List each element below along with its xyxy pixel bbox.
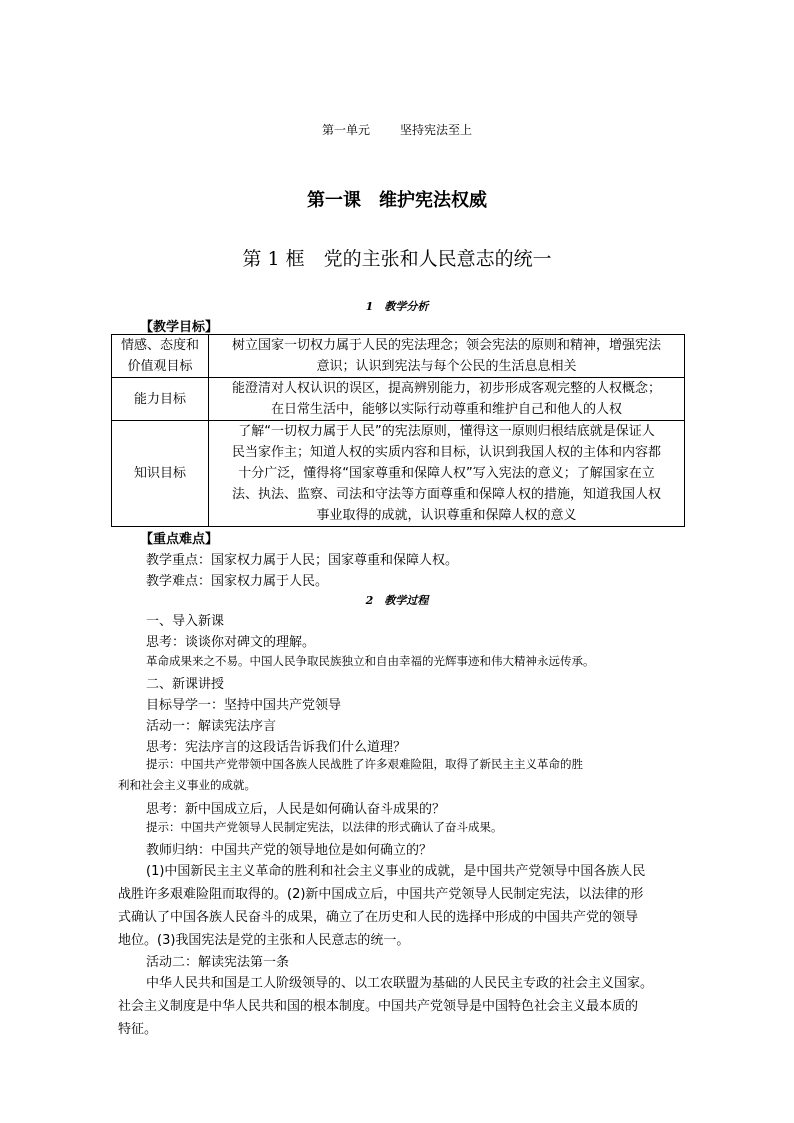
process-question: 思考：宪法序言的这段话告诉我们什么道理？ [146, 740, 407, 755]
table-row [112, 378, 685, 421]
process-answer: 革命成果来之不易。中国人民争取民族独立和自由幸福的光辉事迹和伟大精神永远传承。 [146, 654, 595, 668]
goal-text-attitude: 树立国家一切权力属于人民的宪法理念；领会宪法的原则和精神，增强宪法 意识；认识到宪法与每个公民的生活息息相关 [209, 335, 685, 378]
process-paragraph: 特征。 [118, 1022, 158, 1037]
lesson-title: 第一课 维护宪法权威 [307, 190, 487, 211]
key-point: 教学重点：国家权力属于人民；国家尊重和保障人权。 [146, 553, 459, 568]
table-row [112, 335, 685, 378]
goal-label-ability: 能力目标 [112, 378, 209, 421]
section-teaching-process: 2 教学过程 [365, 594, 429, 607]
process-paragraph: 式确认了中国各族人民奋斗的成果，确立了在历史和人民的选择中形成的中国共产党的领导 [118, 910, 639, 925]
section-teaching-analysis: 1 教学分析 [365, 300, 429, 313]
process-hint-cont: 利和社会主义事业的成就。 [118, 778, 256, 792]
process-paragraph: 地位。(3)我国宪法是党的主张和人民意志的统一。 [118, 933, 410, 948]
process-paragraph: 战胜许多艰难险阻而取得的。(2)新中国成立后，中国共产党领导人民制定宪法，以法律的形 [118, 887, 644, 902]
process-hint: 提示：中国共产党领导人民制定宪法，以法律的形式确认了奋斗成果。 [146, 820, 503, 834]
unit-title: 坚持宪法至上 [400, 123, 473, 137]
process-activity: 活动二：解读宪法第一条 [146, 955, 290, 970]
goals-table [111, 334, 685, 527]
process-paragraph: 社会主义制度是中华人民共和国的根本制度。中国共产党领导是中国特色社会主义最本质的 [118, 999, 639, 1014]
unit-header [0, 121, 794, 138]
process-question: 思考：新中国成立后，人民是如何确认奋斗成果的？ [146, 802, 446, 817]
process-goal: 目标导学一：坚持中国共产党领导 [146, 698, 342, 713]
goal-text-ability: 能澄清对人权认识的误区，提高辨别能力，初步形成客观完整的人权概念； 在日常生活中，能够以实际行动尊重和维护自己和他人的人权 [209, 378, 685, 421]
process-heading-intro: 一、导入新课 [146, 614, 225, 629]
key-heading: 【重点难点】 [140, 532, 219, 547]
process-paragraph: (1)中国新民主主义革命的胜利和社会主义事业的成就，是中国共产党领导中国各族人民 [146, 864, 646, 879]
process-activity: 活动一：解读宪法序言 [146, 719, 277, 734]
goal-label-attitude: 情感、态度和 价值观目标 [112, 335, 209, 378]
frame-title: 第 1 框 党的主张和人民意志的统一 [242, 248, 552, 270]
goal-text-knowledge: 了解“一切权力属于人民”的宪法原则，懂得这一原则归根结底就是保证人 民当家作主；知道人权的实质内容和目标，认识到我国人权的主体和内容都 十分广泛，懂得将“国家尊重和保障人权”写入宪法的意义；了解国家在立 法、执法、监察、司法和守法等方面尊重和保障人权的措施，知道我国人权 事业取得的成就，认识尊重和保障人权的意义 [209, 421, 685, 527]
process-paragraph: 中华人民共和国是工人阶级领导的、以工农联盟为基础的人民民主专政的社会主义国家。 [146, 976, 654, 991]
goals-heading: 【教学目标】 [140, 320, 219, 335]
process-heading-new: 二、新课讲授 [146, 677, 225, 692]
unit-number: 第一单元 [321, 123, 370, 137]
process-summary: 教师归纳：中国共产党的领导地位是如何确立的？ [146, 843, 433, 858]
difficult-point: 教学难点：国家权力属于人民。 [146, 574, 329, 589]
process-hint: 提示：中国共产党带领中国各族人民战胜了许多艰难险阻，取得了新民主主义革命的胜 [146, 757, 583, 771]
goal-label-knowledge: 知识目标 [112, 421, 209, 527]
table-row [112, 421, 685, 527]
process-question: 思考：谈谈你对碑文的理解。 [146, 635, 316, 650]
